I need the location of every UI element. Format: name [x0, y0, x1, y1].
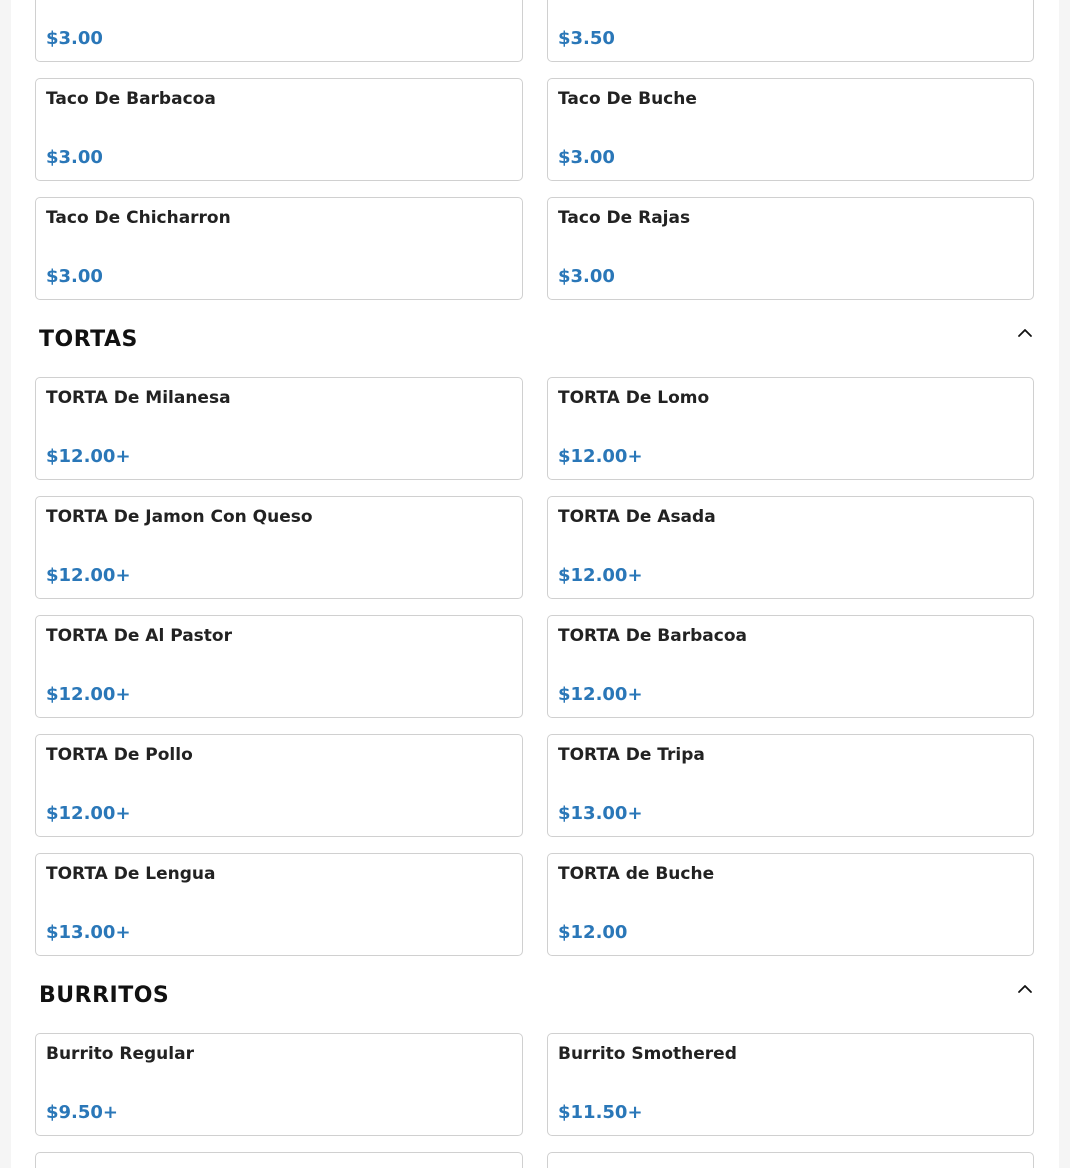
- menu-item-card[interactable]: [547, 615, 1034, 718]
- menu-item-name: TORTA De Milanesa: [46, 388, 231, 408]
- burritos-grid: [35, 1033, 1034, 1168]
- tacos-grid: [35, 0, 1034, 300]
- menu-item-name: Taco De Rajas: [558, 208, 691, 228]
- menu-item-card[interactable]: [547, 853, 1034, 956]
- menu-item-name: Burrito Regular: [46, 1044, 194, 1064]
- menu-item-card[interactable]: [547, 0, 1034, 62]
- menu-item-name: TORTA De Pollo: [46, 745, 193, 765]
- menu-item-name: TORTA De Tripa: [558, 745, 705, 765]
- menu-item-name: TORTA De Jamon Con Queso: [46, 507, 313, 527]
- menu-item-name: TORTA de Buche: [558, 864, 715, 884]
- menu-item-card[interactable]: [35, 1033, 523, 1136]
- menu-item-price: $12.00+: [46, 684, 131, 705]
- menu-item-card-partial[interactable]: [35, 1152, 523, 1168]
- menu-item-card[interactable]: [35, 377, 523, 480]
- menu-item-name: Taco De Buche: [558, 89, 697, 109]
- menu-item-price: $3.00: [46, 266, 103, 287]
- menu-item-card-partial[interactable]: [547, 1152, 1034, 1168]
- menu-item-name: TORTA De Barbacoa: [558, 626, 747, 646]
- menu-item-card[interactable]: [547, 78, 1034, 181]
- menu-item-card[interactable]: [35, 734, 523, 837]
- menu-item-price: $12.00+: [558, 565, 643, 586]
- section-header-burritos[interactable]: [35, 956, 1034, 1033]
- menu-item-name: TORTA De Lengua: [46, 864, 216, 884]
- menu-item-card[interactable]: [547, 734, 1034, 837]
- menu-item-price: $3.00: [558, 147, 615, 168]
- menu-item-price: $13.00+: [558, 803, 643, 824]
- menu-item-card[interactable]: [35, 496, 523, 599]
- menu-item-card[interactable]: [547, 377, 1034, 480]
- section-header-tortas[interactable]: [35, 300, 1034, 377]
- menu-item-price: $3.00: [46, 28, 103, 49]
- chevron-up-icon[interactable]: [1016, 980, 1034, 998]
- tortas-grid: [35, 377, 1034, 956]
- menu-item-price: $12.00: [558, 922, 628, 943]
- menu-item-name: Taco De Chicharron: [46, 208, 231, 228]
- menu-item-card[interactable]: [35, 615, 523, 718]
- menu-item-card[interactable]: [547, 197, 1034, 300]
- menu-item-price: $3.50: [558, 28, 615, 49]
- menu-item-name: TORTA De Asada: [558, 507, 716, 527]
- menu-item-name: Burrito Smothered: [558, 1044, 737, 1064]
- menu-item-name: TORTA De Lomo: [558, 388, 710, 408]
- menu-item-price: $3.00: [558, 266, 615, 287]
- menu-item-name: TORTA De Al Pastor: [46, 626, 232, 646]
- menu-item-price: $12.00+: [46, 446, 131, 467]
- menu-item-card[interactable]: [35, 78, 523, 181]
- menu-item-price: $12.00+: [558, 446, 643, 467]
- menu-item-price: $12.00+: [46, 565, 131, 586]
- section-title: BURRITOS: [39, 983, 170, 1008]
- section-title: TORTAS: [39, 327, 138, 352]
- menu-item-name: Taco De Barbacoa: [46, 89, 216, 109]
- menu-item-card[interactable]: [35, 0, 523, 62]
- menu-item-price: $12.00+: [46, 803, 131, 824]
- menu-item-price: $3.00: [46, 147, 103, 168]
- menu-item-price: $13.00+: [46, 922, 131, 943]
- menu-page: [11, 0, 1059, 1168]
- menu-item-card[interactable]: [547, 1033, 1034, 1136]
- menu-item-price: $11.50+: [558, 1102, 643, 1123]
- chevron-up-icon[interactable]: [1016, 324, 1034, 342]
- menu-item-price: $12.00+: [558, 684, 643, 705]
- menu-item-card[interactable]: [35, 853, 523, 956]
- menu-content: [35, 0, 1034, 1168]
- menu-item-card[interactable]: [35, 197, 523, 300]
- menu-item-card[interactable]: [547, 496, 1034, 599]
- menu-item-price: $9.50+: [46, 1102, 119, 1123]
